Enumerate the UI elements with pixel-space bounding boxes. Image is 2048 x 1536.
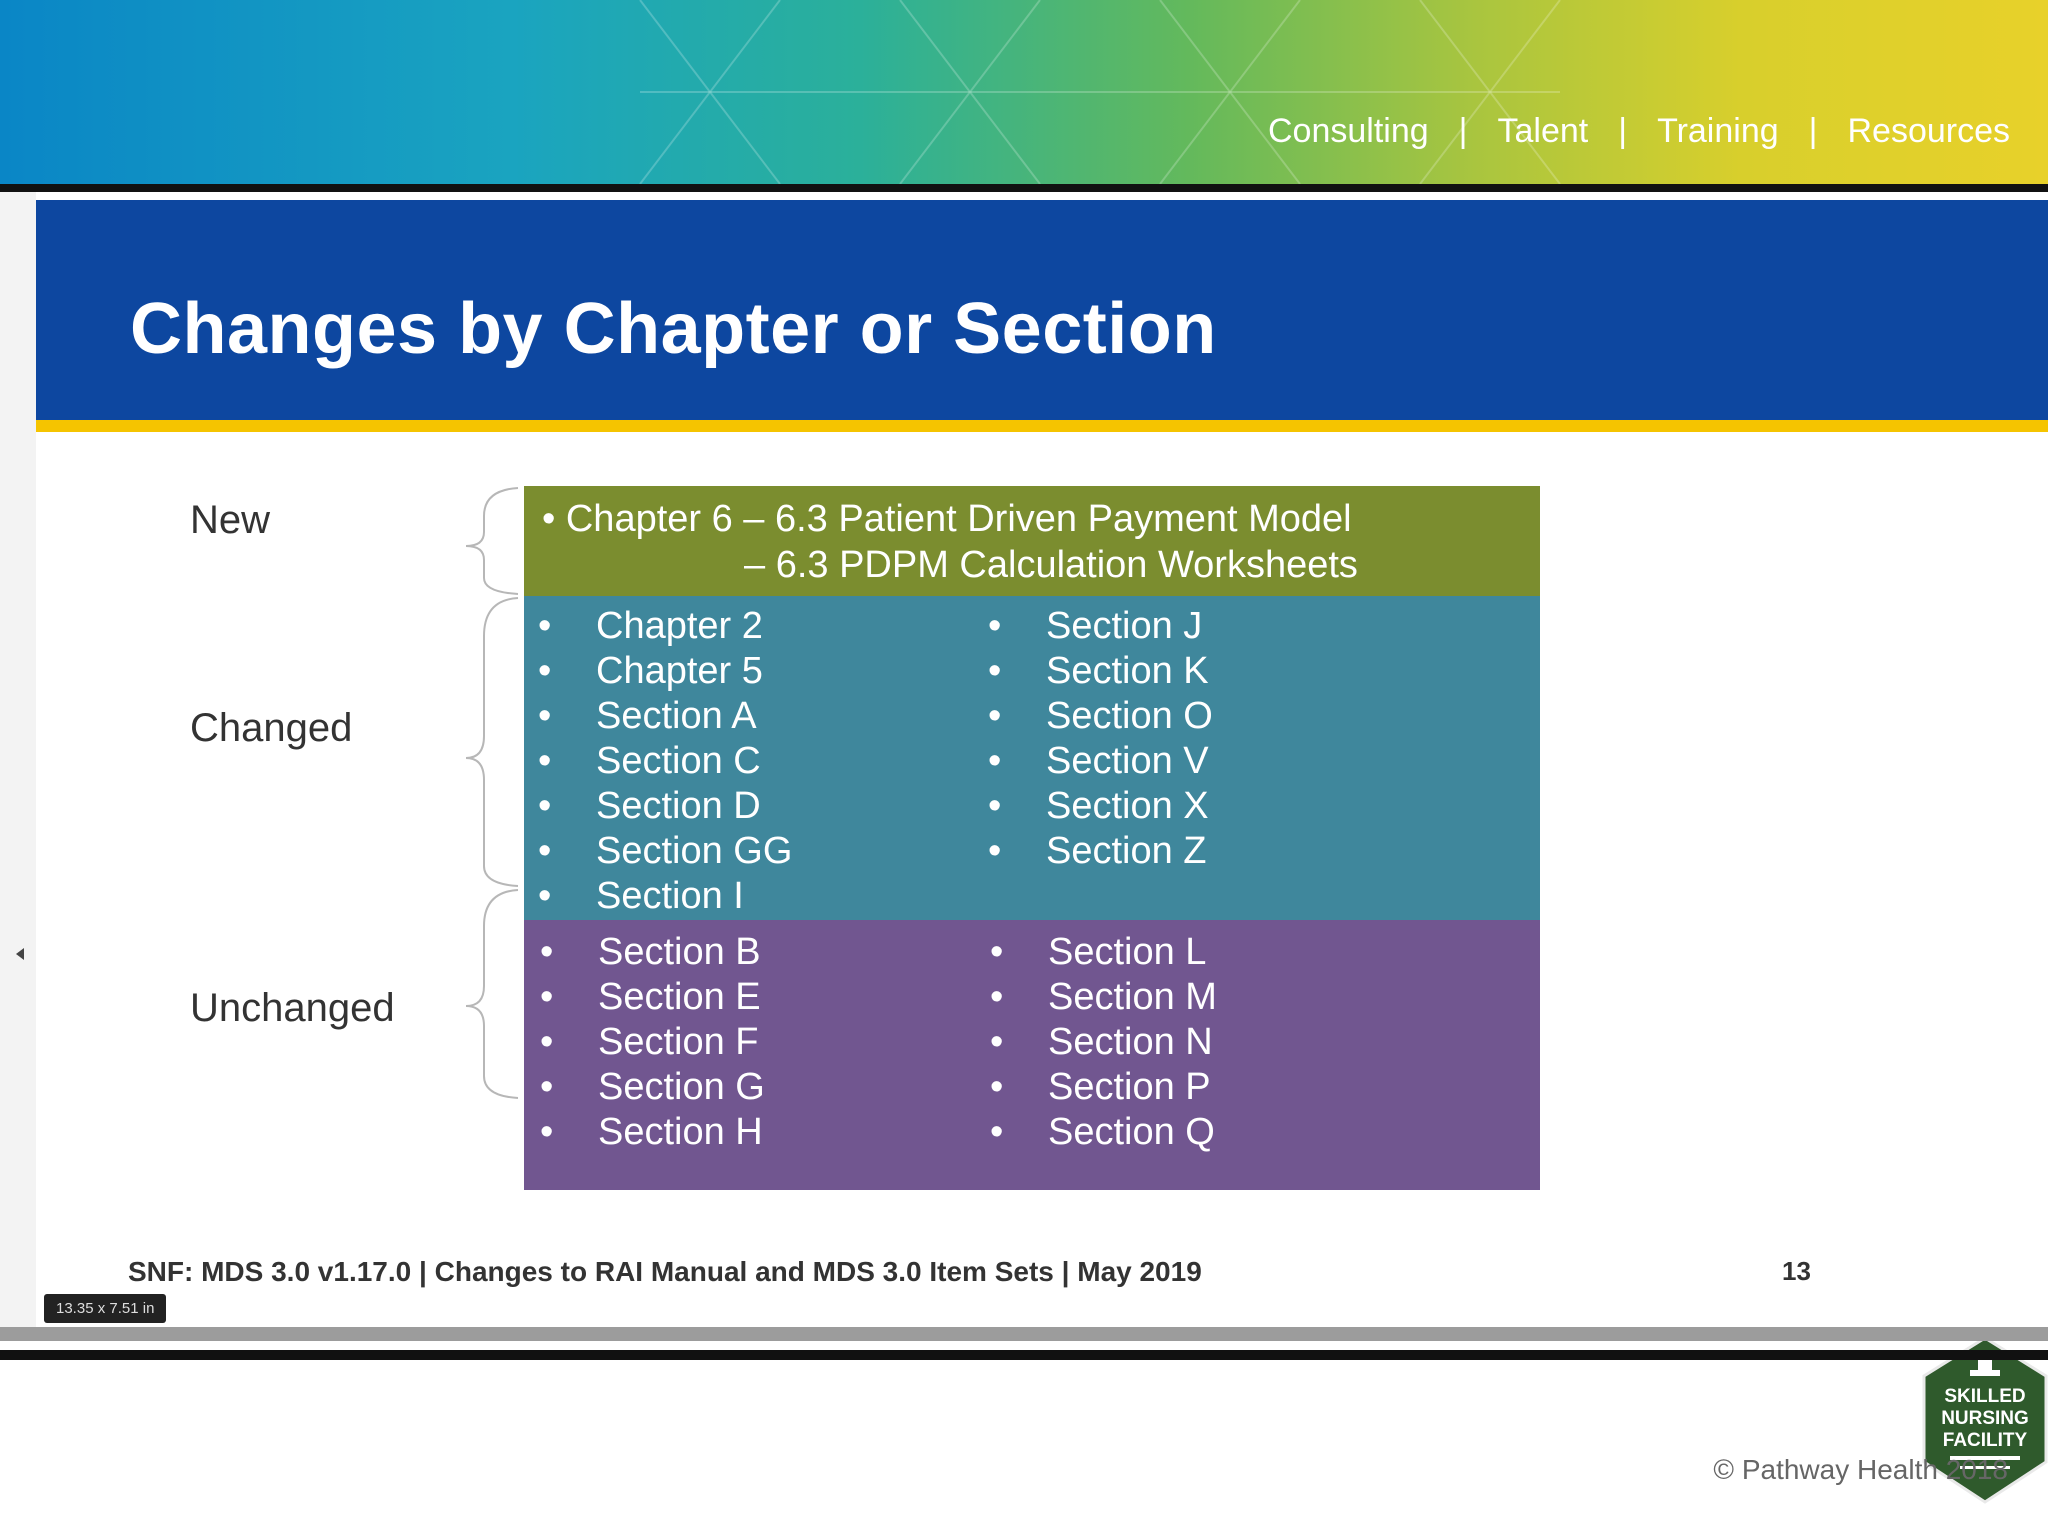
- label-changed: Changed: [190, 706, 353, 750]
- unchanged-left-column: [538, 930, 765, 1155]
- svg-text:NURSING: NURSING: [1941, 1408, 2029, 1429]
- label-unchanged: Unchanged: [190, 986, 395, 1030]
- title-accent-line: [36, 420, 2048, 432]
- svg-text:FACILITY: FACILITY: [1942, 1430, 2028, 1451]
- list-item: • Section L: [990, 931, 1207, 973]
- left-gutter: [0, 192, 38, 1327]
- list-item: • Section M: [990, 976, 1217, 1018]
- page-number: 13: [1782, 1256, 1811, 1286]
- title-band: [36, 200, 2048, 420]
- nav-separator: |: [1808, 112, 1818, 150]
- unchanged-items-box: [524, 920, 1540, 1190]
- header-banner: [0, 0, 2048, 184]
- list-item: • Section A: [538, 695, 757, 737]
- list-item: • Section V: [988, 740, 1209, 782]
- banner-pattern: [0, 0, 2048, 184]
- frame-top-border: [0, 184, 2048, 192]
- nav-talent[interactable]: Talent: [1497, 112, 1589, 150]
- list-item: • Section I: [538, 875, 744, 917]
- slide-footer: SNF: MDS 3.0 v1.17.0 | Changes to RAI Manual and MDS 3.0 Item Sets | May 2019: [128, 1256, 1202, 1287]
- list-item: • Section P: [990, 1066, 1211, 1108]
- list-item: • Section N: [990, 1021, 1213, 1063]
- nav-consulting[interactable]: Consulting: [1267, 112, 1429, 150]
- nav-resources[interactable]: Resources: [1847, 112, 2010, 150]
- label-new: New: [190, 498, 271, 542]
- new-items-box: [524, 486, 1540, 596]
- list-item: • Section B: [540, 931, 761, 973]
- dimensions-badge: 13.35 x 7.51 in: [44, 1294, 166, 1323]
- list-item: • Section D: [538, 785, 761, 827]
- unchanged-right-column: [988, 930, 1217, 1155]
- list-item: • Section X: [988, 785, 1209, 827]
- list-item: • Section F: [540, 1021, 759, 1063]
- list-item: • Section C: [538, 740, 761, 782]
- list-item: • Chapter 5: [538, 650, 763, 692]
- changed-left-column: [536, 604, 792, 919]
- nav-training[interactable]: Training: [1657, 112, 1779, 150]
- list-item: • Section Z: [988, 830, 1207, 872]
- list-item: • Section E: [540, 976, 761, 1018]
- changed-items-box: [524, 596, 1540, 920]
- slide-title: Changes by Chapter or Section: [130, 289, 1217, 369]
- list-item: • Chapter 2: [538, 605, 763, 647]
- slide: [36, 192, 2048, 1451]
- frame-bottom-border: [0, 1350, 2048, 1360]
- new-item-line2: – 6.3 PDPM Calculation Worksheets: [744, 544, 1358, 586]
- list-item: • Section K: [988, 650, 1209, 692]
- list-item: • Section Q: [990, 1111, 1215, 1153]
- nav-separator: |: [1618, 112, 1628, 150]
- nav-separator: |: [1458, 112, 1468, 150]
- list-item: • Section GG: [538, 830, 793, 872]
- changed-right-column: [986, 604, 1213, 874]
- list-item: • Section G: [540, 1066, 765, 1108]
- top-nav: [1268, 112, 2010, 151]
- list-item: • Section O: [988, 695, 1213, 737]
- svg-text:SKILLED: SKILLED: [1944, 1386, 2026, 1407]
- bracket-braces: [426, 486, 526, 1186]
- copyright: © Pathway Health 2018: [1713, 1454, 2008, 1485]
- list-item: • Section J: [988, 605, 1203, 647]
- collapse-arrow-icon[interactable]: [16, 948, 24, 960]
- new-item-line1: • Chapter 6 – 6.3 Patient Driven Payment Model: [542, 498, 1352, 540]
- slide-bottom-strip: [0, 1327, 2048, 1341]
- list-item: • Section H: [540, 1111, 763, 1153]
